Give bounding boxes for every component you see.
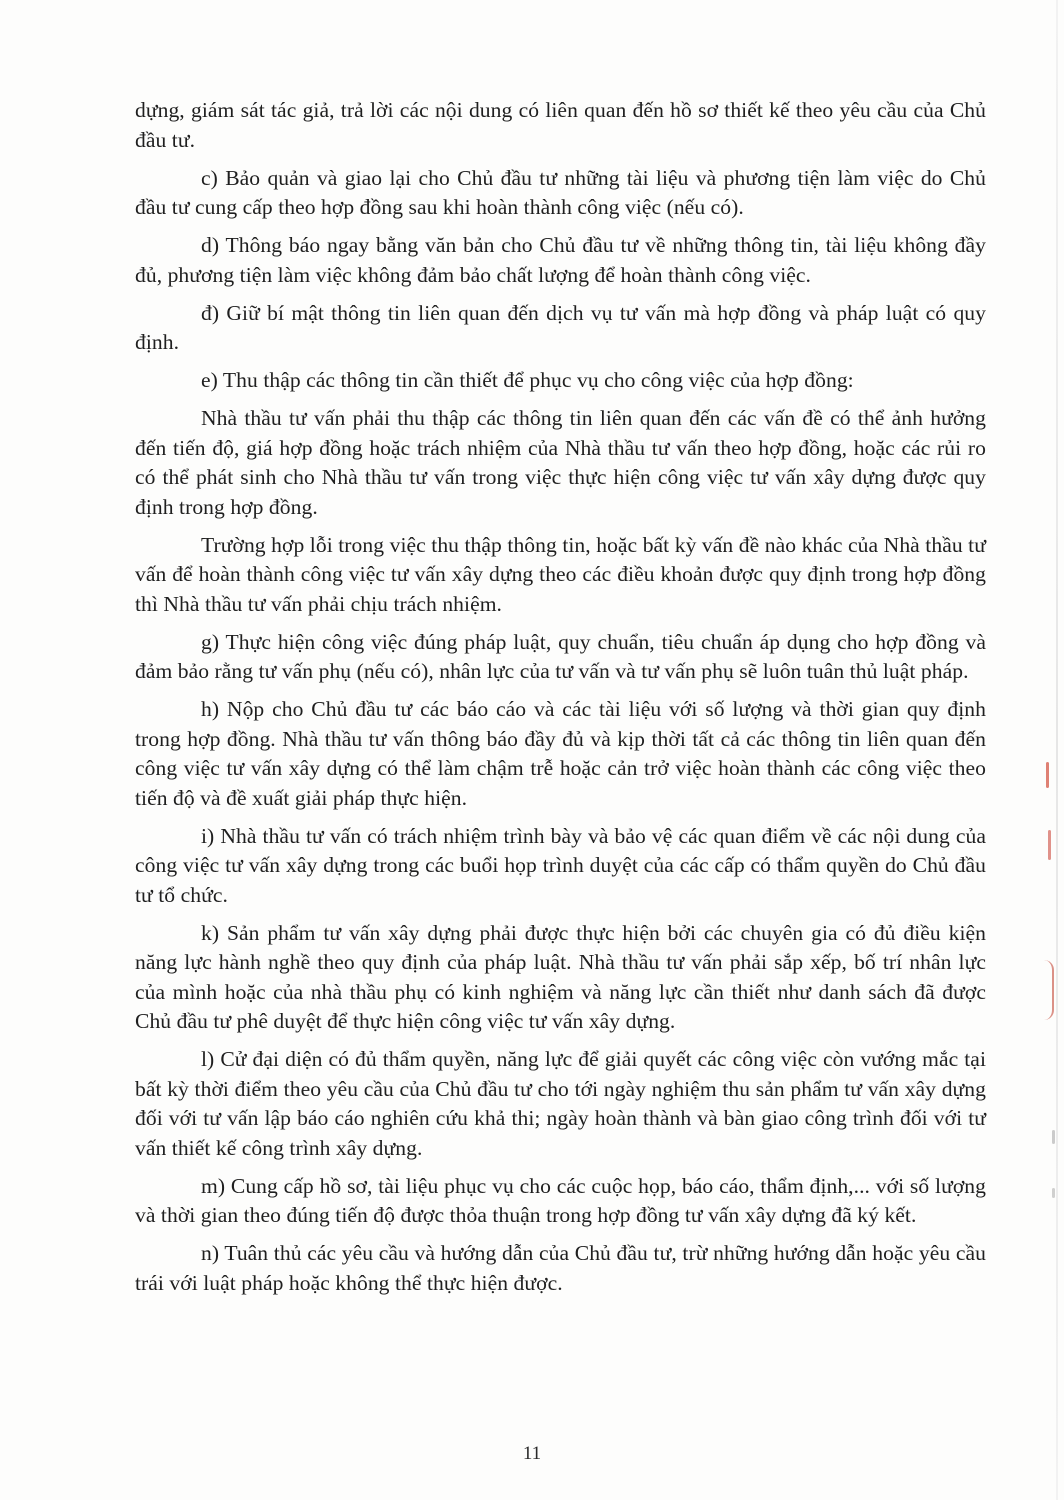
paragraph-item-dd: đ) Giữ bí mật thông tin liên quan đến dịch vụ tư vấn mà hợp đồng và pháp luật có quy định.: [135, 300, 986, 354]
paragraph-item-k: k) Sản phẩm tư vấn xây dựng phải được thực hiện bởi các chuyên gia có đủ điều kiện năng lực hành nghề theo quy định của pháp luật. Nhà thầu tư vấn phải sắp xếp, bố trí nhân lực của mình hoặc của nhà thầu phụ có kinh nghiệm và năng lực cần thiết như danh sách đã được Chủ đầu tư phê duyệt để thực hiện công việc tư vấn xây dựng.: [135, 920, 986, 1033]
paragraph-item-i: i) Nhà thầu tư vấn có trách nhiệm trình bày và bảo vệ các quan điểm về các nội dung của công việc tư vấn xây dựng trong các buổi họp trình duyệt của các cấp có thẩm quyền do Chủ đầu tư tổ chức.: [135, 823, 986, 907]
paragraph-item-e: e) Thu thập các thông tin cần thiết để phục vụ cho công việc của hợp đồng:: [201, 368, 854, 392]
paragraph-item-e-detail-2: Trường hợp lỗi trong việc thu thập thông tin, hoặc bất kỳ vấn đề nào khác của Nhà thầu tư vấn để hoàn thành công việc tư vấn xây dựng theo các điều khoản được quy định trong hợp đồng thì Nhà thầu tư vấn phải chịu trách nhiệm.: [135, 532, 986, 616]
paragraph-item-n: n) Tuân thủ các yêu cầu và hướng dẫn của Chủ đầu tư, trừ những hướng dẫn hoặc yêu cầu trái với luật pháp hoặc không thể thực hiện được.: [135, 1241, 986, 1295]
paragraph-item-l: l) Cử đại diện có đủ thẩm quyền, năng lực để giải quyết các công việc còn vướng mắc tại bất kỳ thời điểm theo yêu cầu của Chủ đầu tư cho tới ngày nghiệm thu sản phẩm tư vấn xây dựng đối với tư vấn lập báo cáo nghiên cứu khả thi; ngày hoàn thành và bàn giao công trình đối với tư vấn thiết kế công trình xây dựng.: [135, 1047, 986, 1160]
scan-mark: [1052, 1130, 1055, 1144]
paragraph-continuation: dựng, giám sát tác giả, trả lời các nội dung có liên quan đến hồ sơ thiết kế theo yêu cầu của Chủ đầu tư.: [135, 98, 986, 152]
scan-mark: [1048, 830, 1051, 860]
paragraph-item-h: h) Nộp cho Chủ đầu tư các báo cáo và các tài liệu với số lượng và thời gian quy định trong hợp đồng. Nhà thầu tư vấn thông báo đầy đủ và kịp thời tất cả các thông tin liên quan đến công việc tư vấn xây dựng có thể làm chậm trễ hoặc cản trở việc hoàn thành các công việc theo tiến độ và đề xuất giải pháp thực hiện.: [135, 697, 986, 810]
paragraph-item-c: c) Bảo quản và giao lại cho Chủ đầu tư những tài liệu và phương tiện làm việc do Chủ đầu tư cung cấp theo hợp đồng sau khi hoàn thành công việc (nếu có).: [135, 165, 986, 219]
paragraph-item-d: d) Thông báo ngay bằng văn bản cho Chủ đầu tư về những thông tin, tài liệu không đầy đủ, phương tiện làm việc không đảm bảo chất lượng để hoàn thành công việc.: [135, 233, 986, 287]
document-body: [135, 96, 986, 1307]
scan-mark: [1044, 960, 1054, 1020]
scan-edge-shadow: [1056, 0, 1058, 1500]
paragraph-item-g: g) Thực hiện công việc đúng pháp luật, quy chuẩn, tiêu chuẩn áp dụng cho hợp đồng và đảm bảo rằng tư vấn phụ (nếu có), nhân lực của tư vấn và tư vấn phụ sẽ luôn tuân thủ luật pháp.: [135, 629, 986, 683]
paragraph-item-m: m) Cung cấp hồ sơ, tài liệu phục vụ cho các cuộc họp, báo cáo, thẩm định,... với số lượng và thời gian theo đúng tiến độ được thỏa thuận trong hợp đồng tư vấn xây dựng đã ký kết.: [135, 1173, 986, 1227]
scan-mark: [1046, 762, 1049, 788]
page-number: 11: [522, 1443, 542, 1464]
paragraph-item-e-detail-1: Nhà thầu tư vấn phải thu thập các thông tin liên quan đến các vấn đề có thể ảnh hưởng đến tiến độ, giá hợp đồng hoặc trách nhiệm của Nhà thầu tư vấn theo hợp đồng, hoặc các rủi ro có thể phát sinh cho Nhà thầu tư vấn trong việc thực hiện công việc tư vấn xây dựng được quy định trong hợp đồng.: [135, 406, 986, 519]
scan-mark: [1052, 1188, 1055, 1198]
